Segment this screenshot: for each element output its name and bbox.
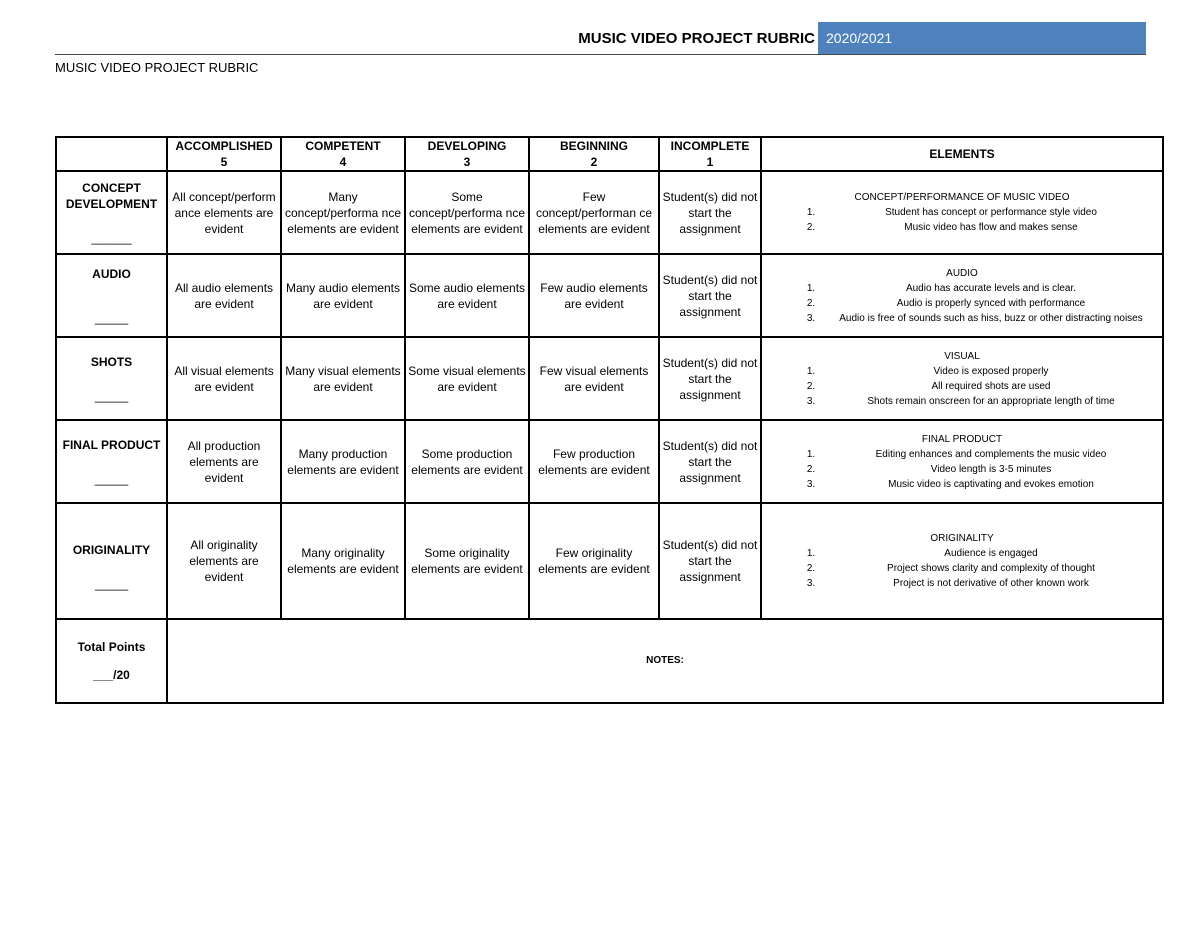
cell-developing: Some originality elements are evident [405, 503, 529, 619]
notes-label: NOTES: [646, 655, 684, 666]
rubric-header-row [56, 137, 1163, 171]
cell-developing: Some production elements are evident [405, 420, 529, 503]
element-item: 1. Student has concept or performance style video [818, 205, 1160, 220]
criterion-header-cell [56, 137, 167, 171]
elements-audio: AUDIO 1. Audio has accurate levels and is clear. 2. Audio is properly synced with performance 3. Audio is free of sounds such as hiss, buzz or other distracting noises [761, 254, 1163, 337]
cell-accomplished: All concept/perform ance elements are evident [167, 171, 281, 254]
rubric-row-concept [56, 171, 1163, 254]
document-subtitle: MUSIC VIDEO PROJECT RUBRIC [55, 60, 259, 75]
cell-competent: Many concept/performa nce elements are evident [281, 171, 405, 254]
criterion-final-product: FINAL PRODUCT _____ [56, 420, 167, 503]
criterion-audio: AUDIO _____ [56, 254, 167, 337]
cell-beginning: Few visual elements are evident [529, 337, 659, 420]
elements-originality: ORIGINALITY 1. Audience is engaged 2. Project shows clarity and complexity of thought 3. Project is not derivative of other known work [761, 503, 1163, 619]
score-blank: _____ [94, 388, 129, 403]
criterion-originality: ORIGINALITY _____ [56, 503, 167, 619]
cell-developing: Some concept/performa nce elements are evident [405, 171, 529, 254]
rubric-row-originality [56, 503, 1163, 619]
cell-accomplished: All production elements are evident [167, 420, 281, 503]
cell-beginning: Few originality elements are evident [529, 503, 659, 619]
rubric-table [55, 136, 1164, 704]
element-item: 2. Audio is properly synced with performance [818, 296, 1160, 311]
element-item: 2. All required shots are used [818, 379, 1160, 394]
level-header-beginning: BEGINNING 2 [529, 137, 659, 171]
header-year: 2020/2021 [818, 22, 1146, 55]
elements-concept: CONCEPT/PERFORMANCE OF MUSIC VIDEO 1. Student has concept or performance style video 2. Music video has flow and makes sense [761, 171, 1163, 254]
cell-competent: Many audio elements are evident [281, 254, 405, 337]
rubric-row-shots [56, 337, 1163, 420]
element-item: 3. Shots remain onscreen for an appropriate length of time [818, 394, 1160, 409]
element-item: 2. Music video has flow and makes sense [818, 220, 1160, 235]
cell-incomplete: Student(s) did not start the assignment [659, 171, 761, 254]
cell-beginning: Few concept/performan ce elements are evident [529, 171, 659, 254]
criterion-shots: SHOTS _____ [56, 337, 167, 420]
elements-final-product: FINAL PRODUCT 1. Editing enhances and complements the music video 2. Video length is 3-5 minutes 3. Music video is captivating and evokes emotion [761, 420, 1163, 503]
cell-developing: Some visual elements are evident [405, 337, 529, 420]
cell-competent: Many production elements are evident [281, 420, 405, 503]
cell-incomplete: Student(s) did not start the assignment [659, 420, 761, 503]
total-points-label: Total Points [77, 640, 146, 654]
cell-developing: Some audio elements are evident [405, 254, 529, 337]
score-blank: _____ [94, 471, 129, 486]
cell-incomplete: Student(s) did not start the assignment [659, 337, 761, 420]
rubric-row-final-product [56, 420, 1163, 503]
cell-incomplete: Student(s) did not start the assignment [659, 254, 761, 337]
cell-competent: Many originality elements are evident [281, 503, 405, 619]
header-rule [55, 54, 1146, 55]
element-item: 1. Audience is engaged [818, 546, 1160, 561]
notes-cell [167, 619, 1163, 703]
element-item: 3. Music video is captivating and evokes emotion [818, 477, 1160, 492]
rubric-row-audio [56, 254, 1163, 337]
score-blank: _____ [94, 310, 129, 325]
score-blank: ______ [91, 230, 132, 245]
header-title: MUSIC VIDEO PROJECT RUBRIC [578, 30, 815, 47]
level-header-incomplete: INCOMPLETE 1 [659, 137, 761, 171]
score-blank: _____ [94, 577, 129, 591]
element-item: 1. Editing enhances and complements the music video [818, 447, 1160, 462]
element-item: 3. Project is not derivative of other known work [818, 576, 1160, 591]
level-header-competent: COMPETENT 4 [281, 137, 405, 171]
level-header-developing: DEVELOPING 3 [405, 137, 529, 171]
cell-competent: Many visual elements are evident [281, 337, 405, 420]
level-header-accomplished: ACCOMPLISHED 5 [167, 137, 281, 171]
element-item: 3. Audio is free of sounds such as hiss, buzz or other distracting noises [818, 311, 1160, 326]
total-points-cell [56, 619, 167, 703]
element-item: 2. Video length is 3-5 minutes [818, 462, 1160, 477]
cell-accomplished: All visual elements are evident [167, 337, 281, 420]
cell-beginning: Few production elements are evident [529, 420, 659, 503]
element-item: 1. Audio has accurate levels and is clear. [818, 281, 1160, 296]
element-item: 1. Video is exposed properly [818, 364, 1160, 379]
total-points-blank: ___/20 [93, 668, 130, 682]
cell-accomplished: All originality elements are evident [167, 503, 281, 619]
cell-beginning: Few audio elements are evident [529, 254, 659, 337]
elements-visual: VISUAL 1. Video is exposed properly 2. All required shots are used 3. Shots remain onscreen for an appropriate length of time [761, 337, 1163, 420]
rubric-row-total [56, 619, 1163, 703]
elements-header: ELEMENTS [761, 137, 1163, 171]
element-item: 2. Project shows clarity and complexity of thought [818, 561, 1160, 576]
cell-incomplete: Student(s) did not start the assignment [659, 503, 761, 619]
cell-accomplished: All audio elements are evident [167, 254, 281, 337]
criterion-concept: CONCEPT DEVELOPMENT ______ [56, 171, 167, 254]
